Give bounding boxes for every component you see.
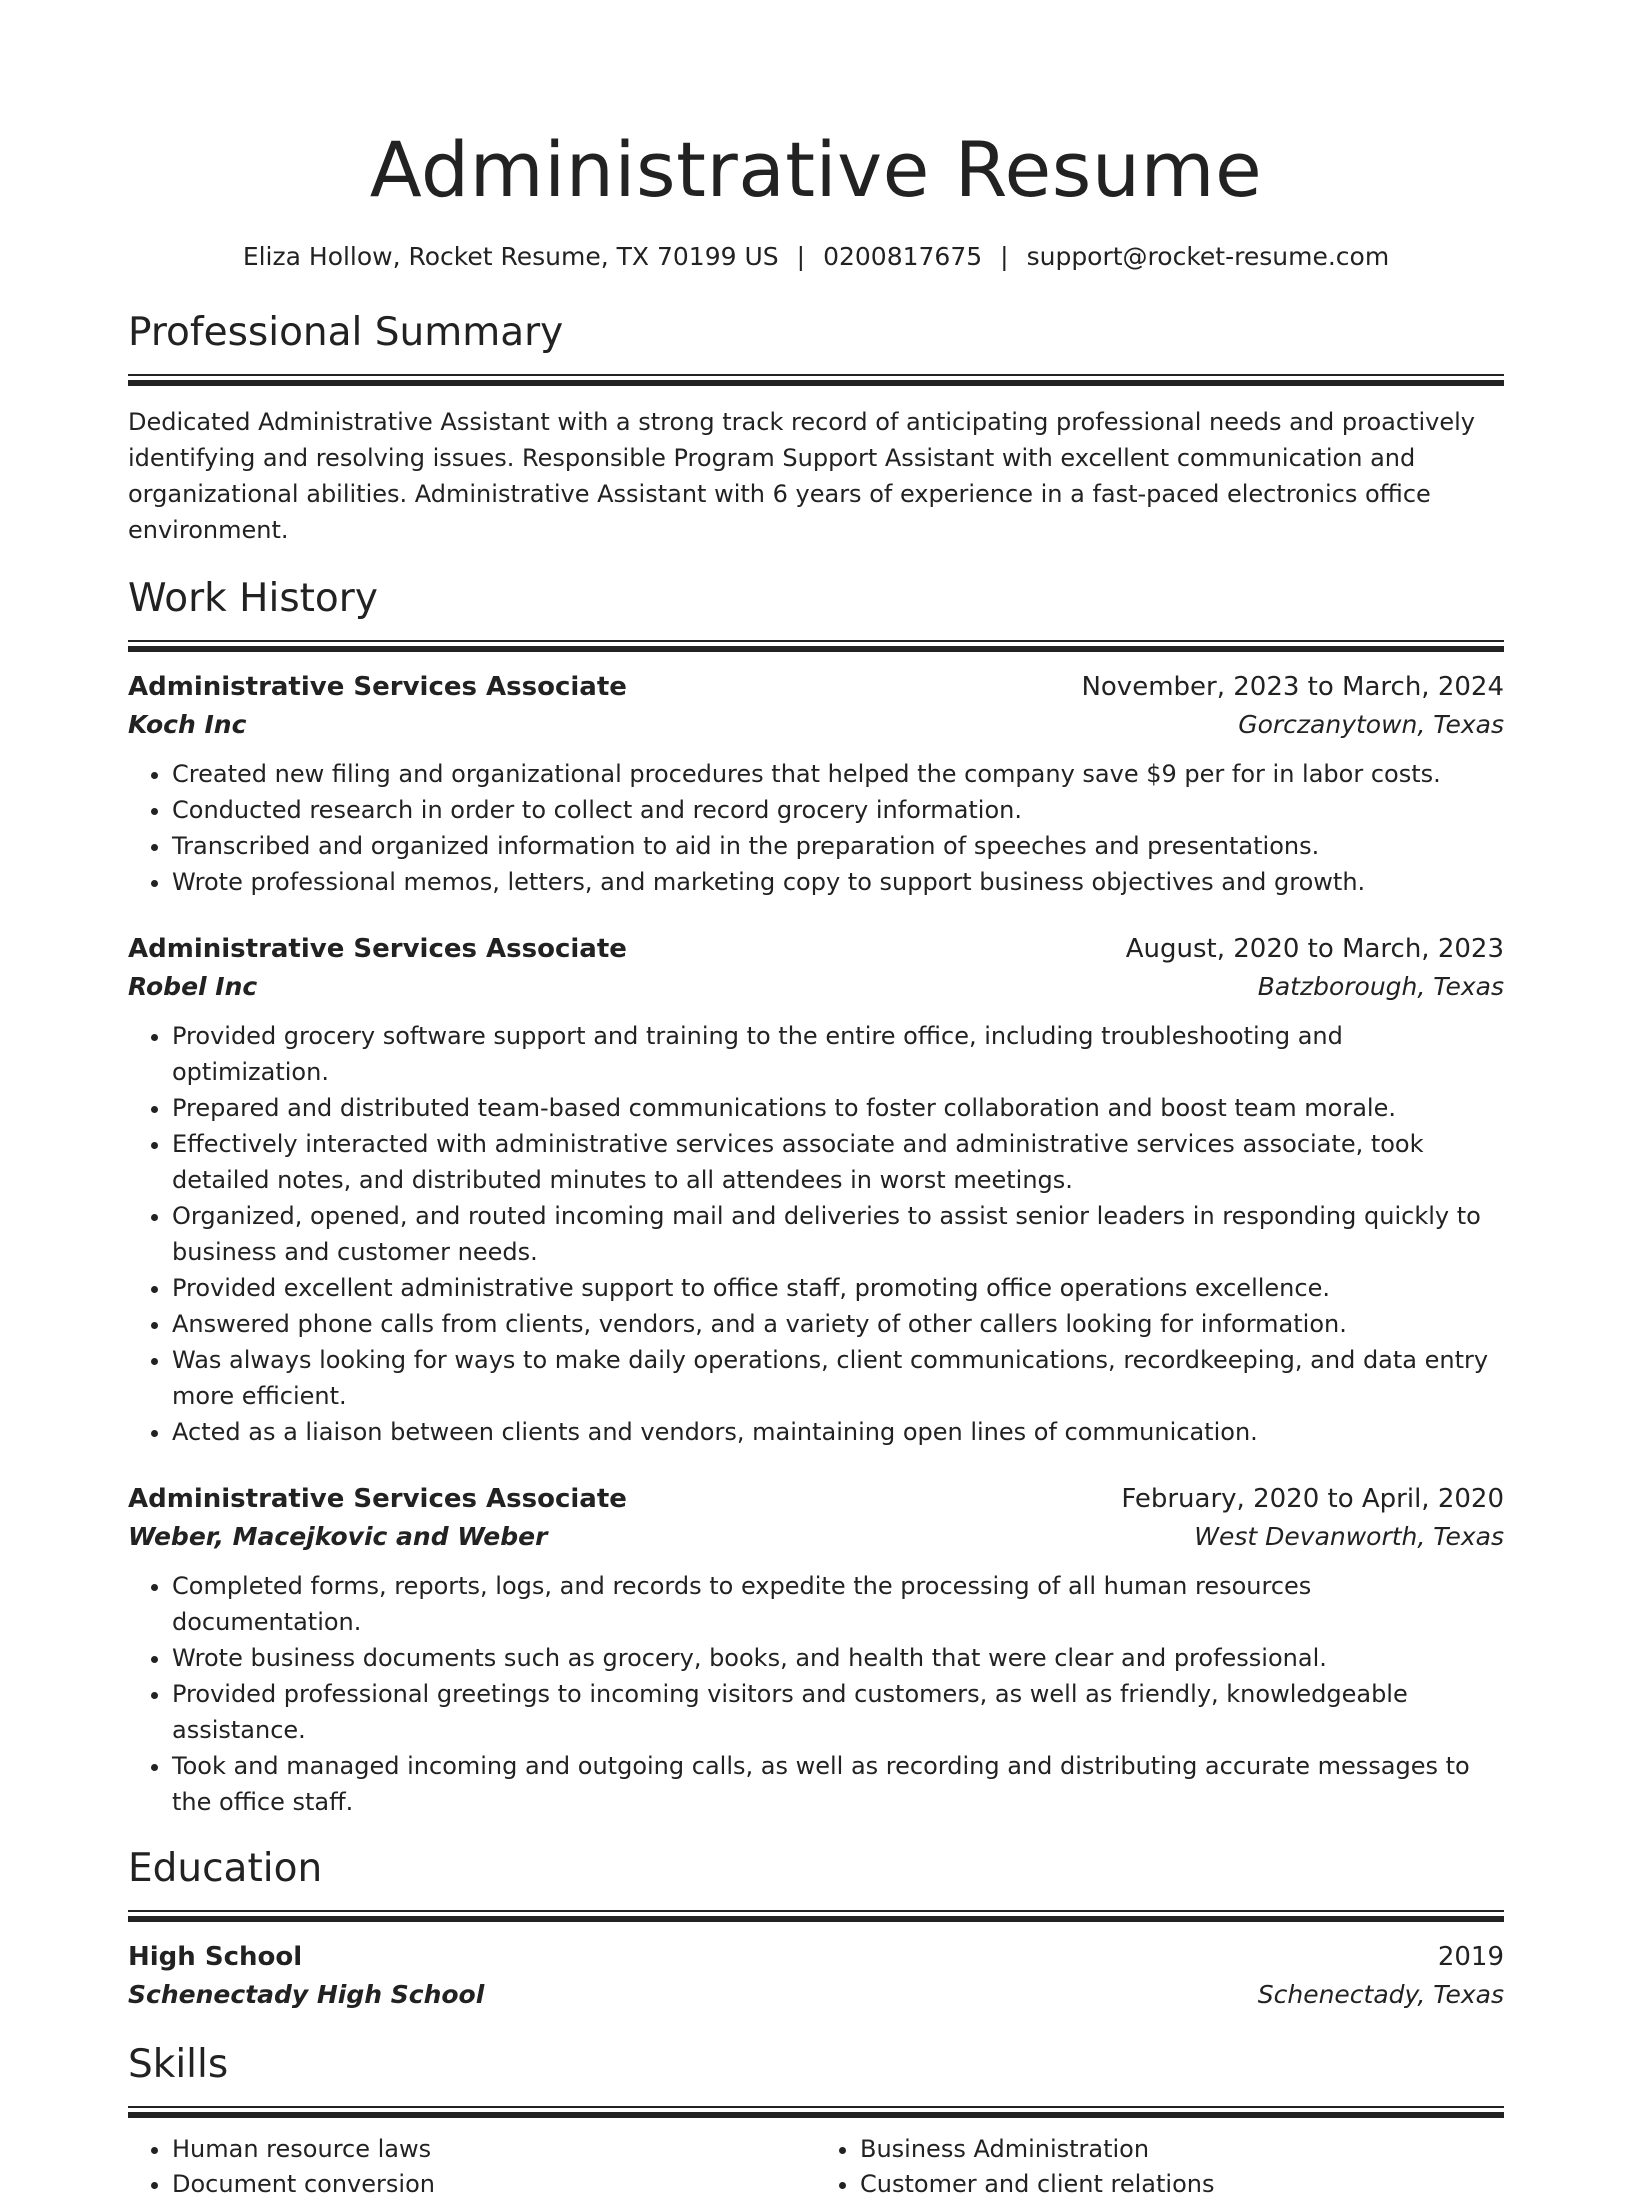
section-heading-work: Work History bbox=[128, 576, 378, 621]
list-item: • Provided grocery software support and training to the entire office, including troubleshooting and optimization. bbox=[172, 1018, 1504, 1090]
list-item: • Human resource laws bbox=[172, 2132, 816, 2167]
contact-email: support@rocket-resume.com bbox=[1026, 242, 1390, 271]
job-entry bbox=[128, 668, 1504, 900]
section-heading-summary: Professional Summary bbox=[128, 310, 564, 355]
list-item: • Wrote business documents such as grocery, books, and health that were clear and professional. bbox=[172, 1640, 1504, 1676]
list-item: • Business Administration bbox=[860, 2132, 1504, 2167]
skills-list bbox=[128, 2132, 1504, 2202]
job-duties bbox=[128, 1018, 1504, 1450]
work-section bbox=[128, 574, 1504, 1820]
list-item: • Wrote professional memos, letters, and marketing copy to support business objectives and growth. bbox=[172, 864, 1504, 900]
section-divider bbox=[128, 374, 1504, 386]
list-item: • Created new filing and organizational procedures that helped the company save $9 per for in labor costs. bbox=[172, 756, 1504, 792]
job-title: Administrative Services Associate bbox=[128, 934, 627, 964]
contact-separator: | bbox=[1000, 242, 1009, 271]
job-company: Koch Inc bbox=[128, 710, 247, 739]
education-school: Schenectady High School bbox=[128, 1980, 485, 2009]
section-divider bbox=[128, 1910, 1504, 1922]
education-section bbox=[128, 1844, 1504, 2014]
list-item: • Conducted research in order to collect and record grocery information. bbox=[172, 792, 1504, 828]
list-item: • Acted as a liaison between clients and vendors, maintaining open lines of communication. bbox=[172, 1414, 1504, 1450]
list-item: • Document conversion bbox=[172, 2167, 816, 2202]
list-item: • Provided professional greetings to incoming visitors and customers, as well as friendly, knowledgeable assistance. bbox=[172, 1676, 1504, 1748]
resume-title: Administrative Resume bbox=[369, 125, 1263, 214]
section-divider bbox=[128, 2106, 1504, 2118]
list-item: • Completed forms, reports, logs, and records to expedite the processing of all human resources documentation. bbox=[172, 1568, 1504, 1640]
list-item: • Transcribed and organized information to aid in the preparation of speeches and presentations. bbox=[172, 828, 1504, 864]
list-item: • Prepared and distributed team-based communications to foster collaboration and boost team morale. bbox=[172, 1090, 1504, 1126]
summary-text: Dedicated Administrative Assistant with a strong track record of anticipating professional needs and proactively identifying and resolving issues. Responsible Program Support Assistant with excellent communication and organizational abilities. Administrative Assistant with 6 years of experience in a fast-paced electronics office environment. bbox=[128, 408, 1475, 544]
section-divider bbox=[128, 640, 1504, 652]
list-item: • Answered phone calls from clients, vendors, and a variety of other callers looking for information. bbox=[172, 1306, 1504, 1342]
education-location: Schenectady, Texas bbox=[1257, 1980, 1504, 2009]
job-company: Weber, Macejkovic and Weber bbox=[128, 1522, 548, 1551]
list-item: • Organized, opened, and routed incoming mail and deliveries to assist senior leaders in responding quickly to business and customer needs. bbox=[172, 1198, 1504, 1270]
summary-section bbox=[128, 308, 1504, 548]
skills-column-right bbox=[816, 2132, 1504, 2202]
education-degree: High School bbox=[128, 1942, 303, 1972]
job-location: Batzborough, Texas bbox=[1257, 972, 1504, 1001]
contact-address: Eliza Hollow, Rocket Resume, TX 70199 US bbox=[242, 242, 779, 271]
list-item: • Customer and client relations bbox=[860, 2167, 1504, 2202]
job-duties bbox=[128, 1568, 1504, 1820]
job-entry bbox=[128, 930, 1504, 1450]
job-dates: February, 2020 to April, 2020 bbox=[1121, 1484, 1504, 1514]
list-item: • Took and managed incoming and outgoing calls, as well as recording and distributing accurate messages to the office staff. bbox=[172, 1748, 1504, 1820]
contact-separator: | bbox=[796, 242, 806, 271]
contact-line bbox=[128, 240, 1504, 274]
contact-phone: 0200817675 bbox=[823, 242, 983, 271]
section-heading-education: Education bbox=[128, 1846, 323, 1891]
job-duties bbox=[128, 756, 1504, 900]
skills-column-left bbox=[128, 2132, 816, 2202]
job-entry bbox=[128, 1480, 1504, 1820]
section-heading-skills: Skills bbox=[128, 2042, 229, 2087]
list-item: • Effectively interacted with administrative services associate and administrative services associate, took detailed notes, and distributed minutes to all attendees in worst meetings. bbox=[172, 1126, 1504, 1198]
job-location: West Devanworth, Texas bbox=[1194, 1522, 1504, 1551]
education-year: 2019 bbox=[1437, 1942, 1504, 1972]
job-title: Administrative Services Associate bbox=[128, 1484, 627, 1514]
skills-section bbox=[128, 2040, 1504, 2202]
job-title: Administrative Services Associate bbox=[128, 672, 627, 702]
job-dates: August, 2020 to March, 2023 bbox=[1125, 934, 1504, 964]
job-company: Robel Inc bbox=[128, 972, 258, 1001]
job-location: Gorczanytown, Texas bbox=[1238, 710, 1504, 739]
list-item: • Provided excellent administrative support to office staff, promoting office operations excellence. bbox=[172, 1270, 1504, 1306]
list-item: • Was always looking for ways to make daily operations, client communications, recordkeeping, and data entry more efficient. bbox=[172, 1342, 1504, 1414]
job-dates: November, 2023 to March, 2024 bbox=[1081, 672, 1504, 702]
